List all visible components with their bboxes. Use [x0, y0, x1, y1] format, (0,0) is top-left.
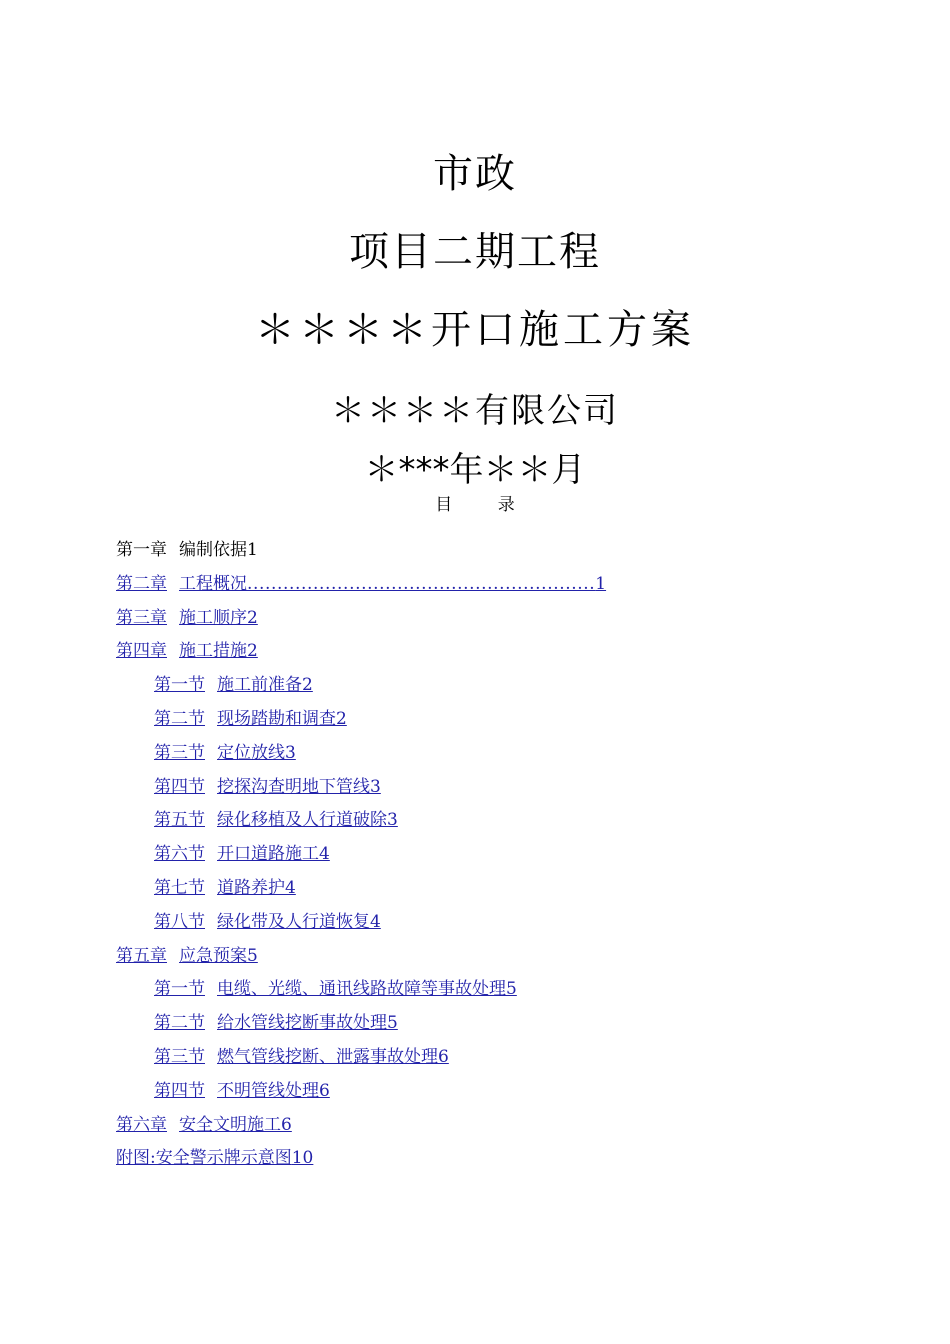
toc-entry-number: 第五章 — [116, 945, 167, 966]
toc-entry-page: 1 — [247, 540, 258, 560]
toc-entry — [116, 536, 836, 570]
toc-entry — [116, 1111, 836, 1145]
toc-entry-label: 施工措施 — [179, 641, 247, 662]
toc-entry-number: 第六章 — [116, 1114, 167, 1135]
toc-entry-page: 2 — [336, 708, 347, 729]
toc-entry-page: 3 — [387, 810, 398, 831]
toc-entry-link[interactable] — [154, 675, 313, 695]
toc-entry — [116, 739, 836, 773]
toc-entry-page: 1 — [595, 573, 607, 594]
toc-entry-number: 第二节 — [154, 708, 205, 729]
toc-entry-leader: .......................................................... — [247, 573, 596, 594]
toc-entry-link[interactable] — [154, 1081, 330, 1101]
company-name: ＊＊＊＊有限公司 — [331, 391, 619, 431]
toc-entry — [116, 705, 836, 739]
toc-entry-link[interactable] — [154, 912, 381, 932]
toc-entry-label: 给水管线挖断事故处理 — [217, 1013, 387, 1034]
toc-entry-label: 绿化带及人行道恢复 — [217, 911, 370, 932]
toc-entry — [116, 671, 836, 705]
cover-title-line-3: ＊＊＊＊开口施工方案 — [255, 307, 695, 353]
toc-entry-label: 开口道路施工 — [217, 844, 319, 865]
toc-entry-number: 附图:安全警示牌示意图 — [116, 1148, 292, 1169]
toc-entry-link[interactable] — [116, 641, 258, 661]
toc-entry-page: 10 — [291, 1148, 314, 1169]
toc-entry-label: 应急预案 — [179, 945, 247, 966]
toc-entry-label: 道路养护 — [217, 877, 285, 898]
toc-entry-link[interactable] — [154, 1047, 449, 1067]
toc-entry-label: 施工顺序 — [179, 607, 247, 628]
toc-entry — [116, 975, 836, 1009]
toc-entry — [116, 874, 836, 908]
toc-entry-label: 燃气管线挖断、泄露事故处理 — [217, 1046, 438, 1067]
toc-entry-number: 第一节 — [154, 675, 205, 696]
toc-entry-label: 定位放线 — [217, 742, 285, 763]
toc-entry-page: 2 — [247, 641, 258, 662]
toc-entry-label: 施工前准备 — [217, 675, 302, 696]
toc-entry-label: 不明管线处理 — [217, 1080, 319, 1101]
toc-entry-page: 4 — [370, 911, 381, 932]
toc-entry-page: 3 — [285, 742, 296, 763]
toc-entry — [116, 942, 836, 976]
toc-entry-number: 第四章 — [116, 641, 167, 662]
toc-entry-label: 工程概况 — [179, 573, 247, 594]
toc-entry-link[interactable] — [154, 979, 517, 999]
toc-entry-label: 现场踏勘和调查 — [217, 708, 336, 729]
toc-entry-page: 5 — [387, 1013, 398, 1034]
cover-title-line-2: 项目二期工程 — [349, 229, 601, 275]
document-date: ＊***年＊＊月 — [364, 450, 586, 490]
toc-entry-page: 6 — [438, 1046, 449, 1067]
toc-entry-number: 第一章 — [116, 540, 167, 560]
toc-entry-page: 5 — [247, 945, 258, 966]
toc-entry-page: 6 — [281, 1114, 292, 1135]
toc-entry-link[interactable] — [154, 1013, 398, 1033]
toc-entry-label: 挖探沟查明地下管线 — [217, 776, 370, 797]
toc-entry — [116, 908, 836, 942]
toc-heading: 目 录 — [435, 495, 515, 515]
table-of-contents — [116, 536, 836, 1178]
toc-entry — [116, 1077, 836, 1111]
toc-entry — [116, 1144, 836, 1178]
toc-entry-number: 第三节 — [154, 742, 205, 763]
toc-entry-number: 第八节 — [154, 911, 205, 932]
toc-entry-link — [116, 540, 258, 560]
toc-entry-link[interactable] — [116, 1148, 313, 1168]
toc-entry-page: 3 — [370, 776, 381, 797]
toc-entry-number: 第四节 — [154, 776, 205, 797]
toc-entry-link[interactable] — [116, 574, 606, 594]
toc-entry — [116, 637, 836, 671]
toc-entry — [116, 1043, 836, 1077]
toc-entry-number: 第六节 — [154, 844, 205, 865]
cover-title-line-1: 市政 — [433, 151, 517, 197]
toc-entry-label: 编制依据 — [179, 540, 247, 560]
toc-entry-number: 第五节 — [154, 810, 205, 831]
toc-entry — [116, 773, 836, 807]
toc-entry-page: 6 — [319, 1080, 330, 1101]
toc-entry-page: 4 — [285, 877, 296, 898]
toc-entry-link[interactable] — [116, 608, 258, 628]
toc-entry-label: 安全文明施工 — [179, 1114, 281, 1135]
toc-entry-number: 第四节 — [154, 1080, 205, 1101]
toc-entry-link[interactable] — [154, 743, 296, 763]
toc-entry-number: 第三章 — [116, 607, 167, 628]
toc-entry-link[interactable] — [154, 709, 347, 729]
toc-entry — [116, 1009, 836, 1043]
toc-entry-page: 5 — [506, 979, 517, 1000]
toc-entry-page: 2 — [302, 675, 313, 696]
toc-entry-number: 第三节 — [154, 1046, 205, 1067]
toc-entry-number: 第一节 — [154, 979, 205, 1000]
toc-entry-link[interactable] — [116, 946, 258, 966]
toc-entry-page: 4 — [319, 844, 330, 865]
toc-entry-number: 第二节 — [154, 1013, 205, 1034]
toc-entry-link[interactable] — [154, 878, 296, 898]
toc-entry-link[interactable] — [154, 844, 330, 864]
toc-entry-number: 第二章 — [116, 573, 167, 594]
toc-entry-link[interactable] — [116, 1115, 292, 1135]
toc-entry-number: 第七节 — [154, 877, 205, 898]
toc-entry-link[interactable] — [154, 777, 381, 797]
toc-entry-label: 电缆、光缆、通讯线路故障等事故处理 — [217, 979, 506, 1000]
toc-entry-label: 绿化移植及人行道破除 — [217, 810, 387, 831]
toc-entry — [116, 840, 836, 874]
toc-entry-page: 2 — [247, 607, 258, 628]
toc-entry — [116, 570, 836, 604]
toc-entry — [116, 604, 836, 638]
toc-entry-link[interactable] — [154, 810, 398, 830]
toc-entry — [116, 806, 836, 840]
